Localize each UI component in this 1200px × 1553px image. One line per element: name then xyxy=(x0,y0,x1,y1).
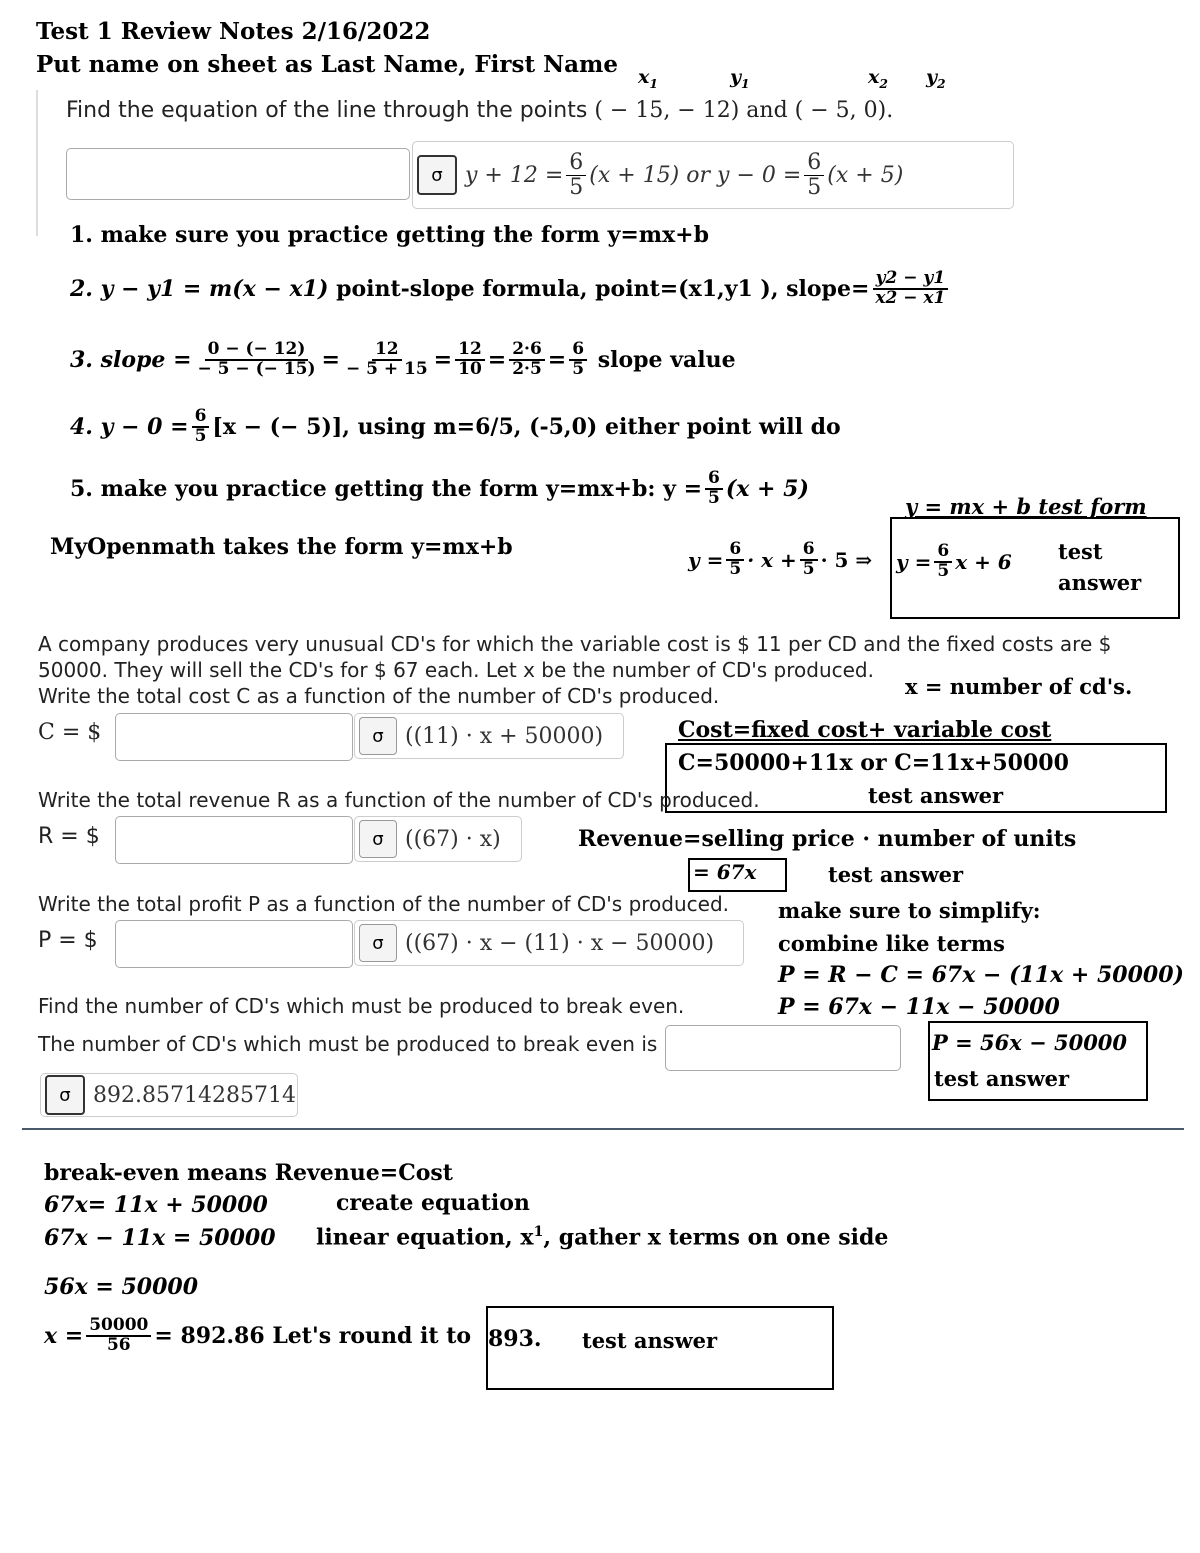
q2-intro-line-1: A company produces very unusual CD's for which the variable cost is $ 11 per CD and the fixed costs are $ xyxy=(38,632,1112,656)
cost-answer-line: C=50000+11x or C=11x+50000 xyxy=(678,750,1069,776)
question-left-border xyxy=(36,90,38,236)
breakeven-correct-answer: σ 892.85714285714 xyxy=(40,1073,298,1117)
sigma-icon[interactable]: σ xyxy=(45,1075,85,1115)
slope-formula-frac: $\frac{y2 - y1}{x2 - x1}$ xyxy=(872,270,948,308)
breakeven-test-answer-label: test answer xyxy=(582,1328,718,1353)
simplify-note-4: P = 67x − 11x − 50000 xyxy=(778,994,1060,1020)
step-3: 3. slope = $\frac{0 - (- 12)}{- 5 - (- 15)}$ = $\frac{12}{- 5 + 15}$ = $\frac{12}{10}$ = $\frac{2\cdot 6}{2\cdot 5}$ = $\frac{6}{5}$ slope value xyxy=(70,339,736,379)
cost-prefix: C = $ xyxy=(38,720,102,745)
revenue-prefix: R = $ xyxy=(38,824,100,849)
page-title: Test 1 Review Notes 2/16/2022 xyxy=(36,18,431,45)
breakeven-eq-3: 56x = 50000 xyxy=(44,1274,199,1300)
q1-answer-input[interactable] xyxy=(66,148,410,200)
breakeven-prompt: Find the number of CD's which must be produced to break even. xyxy=(38,994,685,1018)
breakeven-definition: break-even means Revenue=Cost xyxy=(44,1160,453,1186)
revenue-answer: = 67x xyxy=(693,860,757,884)
breakeven-line: The number of CD's which must be produced to break even is xyxy=(38,1032,658,1056)
step-5: 5. make you practice getting the form y=mx+b: y = $\frac{6}{5}$ (x + 5) xyxy=(70,468,809,508)
name-instruction: Put name on sheet as Last Name, First Name xyxy=(36,51,618,78)
sigma-icon[interactable]: σ xyxy=(359,717,397,755)
step-2: 2. y − y1 = m(x − x1) point-slope formula, point=(x1,y1 ), slope= $\frac{y2 - y1}{x2 - x1}$ xyxy=(70,262,951,316)
divider xyxy=(22,1128,1184,1130)
cost-input[interactable] xyxy=(115,713,353,761)
q1-frac-1: $\frac{6}{5}$ xyxy=(566,151,586,198)
slope-intercept-answer: y = $\frac{6}{5}$ x + 6 xyxy=(896,541,1012,581)
revenue-note: Revenue=selling price · number of units xyxy=(578,826,1077,852)
expand-equation: y = $\frac{6}{5}$ · x + $\frac{6}{5}$ · 5 ⇒ xyxy=(688,539,873,579)
revenue-correct-answer: σ ((67) · x) xyxy=(354,816,522,862)
sigma-icon[interactable]: σ xyxy=(417,155,457,195)
breakeven-eq-1: 67x= 11x + 50000 xyxy=(44,1192,268,1218)
sigma-icon[interactable]: σ xyxy=(359,820,397,858)
simplify-note-1: make sure to simplify: xyxy=(778,898,1041,923)
cost-note: Cost=fixed cost+ variable cost xyxy=(678,717,1052,743)
revenue-input[interactable] xyxy=(115,816,353,864)
profit-answer: P = 56x − 50000 xyxy=(932,1030,1128,1055)
cost-test-answer-label: test answer xyxy=(868,783,1004,808)
breakeven-note-1: create equation xyxy=(336,1190,530,1216)
breakeven-note-2: linear equation, $x^1$, gather x terms on one side xyxy=(316,1224,889,1251)
test-form-label: y = mx + b test form xyxy=(905,494,1147,519)
step-1: 1. make sure you practice getting the form y=mx+b xyxy=(70,222,709,248)
x-definition: x = number of cd's. xyxy=(905,674,1133,699)
q1-prompt: Find the equation of the line through the points ( − 15, − 12) and ( − 5, 0). xyxy=(66,98,894,123)
revenue-test-answer-label: test answer xyxy=(828,862,964,887)
sigma-icon[interactable]: σ xyxy=(359,924,397,962)
step-4: 4. y − 0 = $\frac{6}{5}$ [x − (− 5)], using m=6/5, (-5,0) either point will do xyxy=(70,406,841,446)
label-x1: $x_1$ xyxy=(638,66,658,91)
myopenmath-note: MyOpenmath takes the form y=mx+b xyxy=(50,534,513,560)
revenue-prompt: Write the total revenue R as a function of the number of CD's produced. xyxy=(38,788,760,812)
label-x2: $x_2$ xyxy=(868,66,888,91)
breakeven-eq-4: x = $\frac{50000}{56}$ = 892.86 Let's round it to xyxy=(44,1315,472,1355)
breakeven-input[interactable] xyxy=(665,1025,901,1071)
simplify-note-3: P = R − C = 67x − (11x + 50000) xyxy=(778,962,1184,988)
profit-prefix: P = $ xyxy=(38,928,98,953)
slope-intercept-test-answer-label: test answer xyxy=(1058,539,1142,595)
q2-intro-line-3: Write the total cost C as a function of the number of CD's produced. xyxy=(38,684,720,708)
label-y1: $y_1$ xyxy=(730,66,750,91)
breakeven-answer: 893. xyxy=(488,1326,542,1352)
simplify-note-2: combine like terms xyxy=(778,931,1005,956)
cost-correct-answer: σ ((11) · x + 50000) xyxy=(354,713,624,759)
q1-correct-answer: σ y + 12 = $\frac{6}{5}$ (x + 15) or y − 0 = $\frac{6}{5}$ (x + 5) xyxy=(412,141,1014,209)
profit-test-answer-label: test answer xyxy=(934,1066,1070,1091)
profit-prompt: Write the total profit P as a function of the number of CD's produced. xyxy=(38,892,730,916)
profit-input[interactable] xyxy=(115,920,353,968)
q1-points: ( − 15, − 12) and ( − 5, 0). xyxy=(594,98,894,123)
q1-frac-2: $\frac{6}{5}$ xyxy=(804,151,824,198)
label-y2: $y_2$ xyxy=(926,66,946,91)
profit-correct-answer: σ ((67) · x − (11) · x − 50000) xyxy=(354,920,744,966)
q2-intro-line-2: 50000. They will sell the CD's for $ 67 each. Let x be the number of CD's produced. xyxy=(38,658,874,682)
breakeven-eq-2: 67x − 11x = 50000 xyxy=(44,1225,276,1251)
